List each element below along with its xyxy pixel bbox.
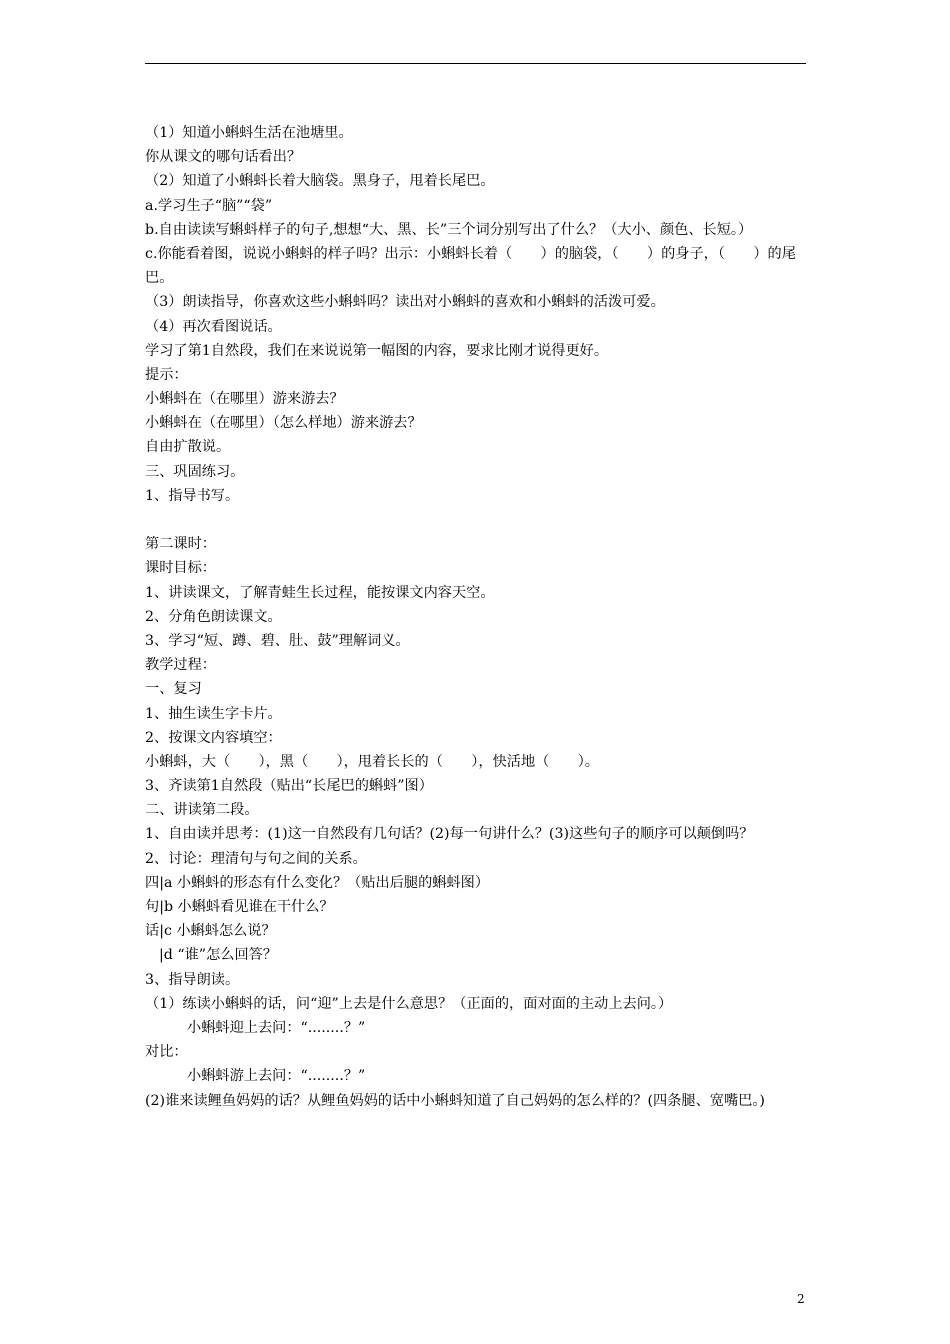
text-line: (2)谁来读鲤鱼妈妈的话？从鲤鱼妈妈的话中小蝌蚪知道了自己妈妈的怎么样的？(四条腿、宽嘴巴。) — [145, 1092, 765, 1109]
text-line: 二、讲读第二段。 — [145, 802, 259, 819]
text-line: （1）知道小蝌蚪生活在池塘里。 — [145, 125, 353, 141]
text-line: （2）知道了小蝌蚪长着大脑袋。黑身子，甩着长尾巴。 — [145, 173, 495, 190]
text-line: 小蝌蚪在（在哪里）（怎么样地）游来游去？ — [145, 415, 422, 432]
text-line: 三、巩固练习。 — [145, 463, 245, 480]
text-line: （3）朗读指导，你喜欢这些小蝌蚪吗？读出对小蝌蚪的喜欢和小蝌蚪的活泼可爱。 — [145, 294, 665, 311]
page-number: 2 — [797, 1292, 805, 1306]
text-line: 3、指导朗读。 — [145, 971, 240, 988]
text-line: a.学习生子“脑”“袋” — [145, 197, 273, 214]
header-rule — [145, 63, 806, 64]
text-line: 对比： — [145, 1044, 188, 1061]
text-line: （4）再次看图说话。 — [145, 318, 282, 335]
text-line: |d “谁”怎么回答？ — [159, 947, 278, 964]
text-line: 话|c 小蝌蚪怎么说？ — [145, 923, 276, 940]
text-line: b.自由读读写蝌蚪样子的句子,想想“大、黑、长”三个词分别写出了什么？（大小、颜色、长短。） — [145, 221, 753, 238]
text-line: 1、自由读并思考：(1)这一自然段有几句话？(2)每一句讲什么？(3)这些句子的顺序可以颠倒吗？ — [145, 826, 754, 843]
text-line: 1、指导书写。 — [145, 487, 240, 504]
text-line: 课时目标： — [145, 560, 216, 577]
text-line: 学习了第1自然段，我们在来说说第一幅图的内容，要求比刚才说得更好。 — [145, 342, 609, 359]
text-line: 四|a 小蝌蚪的形态有什么变化？（贴出后腿的蝌蚪图） — [145, 874, 490, 891]
text-line: 教学过程： — [145, 657, 216, 674]
text-line: 2、讨论：理清句与句之间的关系。 — [145, 850, 367, 867]
text-line: 句|b 小蝌蚪看见谁在干什么？ — [145, 899, 334, 916]
text-line: 一、复习 — [145, 681, 202, 698]
text-line: 小蝌蚪迎上去问：“........？” — [187, 1020, 366, 1036]
document-body — [145, 121, 813, 1113]
text-line: 小蝌蚪游上去问：“........？” — [187, 1068, 366, 1085]
text-line: 小蝌蚪在（在哪里）游来游去？ — [145, 391, 344, 408]
text-line: 小蝌蚪，大（ ），黑（ ），甩着长长的（ ），快活地（ ）。 — [145, 753, 599, 770]
text-line: 自由扩散说。 — [145, 439, 231, 456]
text-line: 3、齐读第1自然段（贴出“长尾巴的蝌蚪”图） — [145, 778, 433, 795]
text-line: （1）练读小蝌蚪的话，问“迎”上去是什么意思？（正面的，面对面的主动上去问。） — [145, 995, 673, 1012]
text-line: 1、抽生读生字卡片。 — [145, 705, 282, 722]
blank-line — [145, 508, 813, 532]
text-line: 1、讲读课文，了解青蛙生长过程，能按课文内容天空。 — [145, 584, 495, 601]
text-line: 第二课时： — [145, 536, 216, 553]
text-line: 2、按课文内容填空： — [145, 729, 282, 746]
text-line: 3、学习“短、蹲、碧、肚、鼓”理解词义。 — [145, 632, 410, 649]
text-line: 提示： — [145, 366, 188, 383]
text-line: 你从课文的哪句话看出？ — [145, 149, 302, 166]
text-line: c.你能看着图，说说小蝌蚪的样子吗？出示：小蝌蚪长着（ ）的脑袋，（ ）的身子，（ ）的尾巴。 — [145, 245, 796, 287]
text-line: 2、分角色朗读课文。 — [145, 608, 282, 625]
